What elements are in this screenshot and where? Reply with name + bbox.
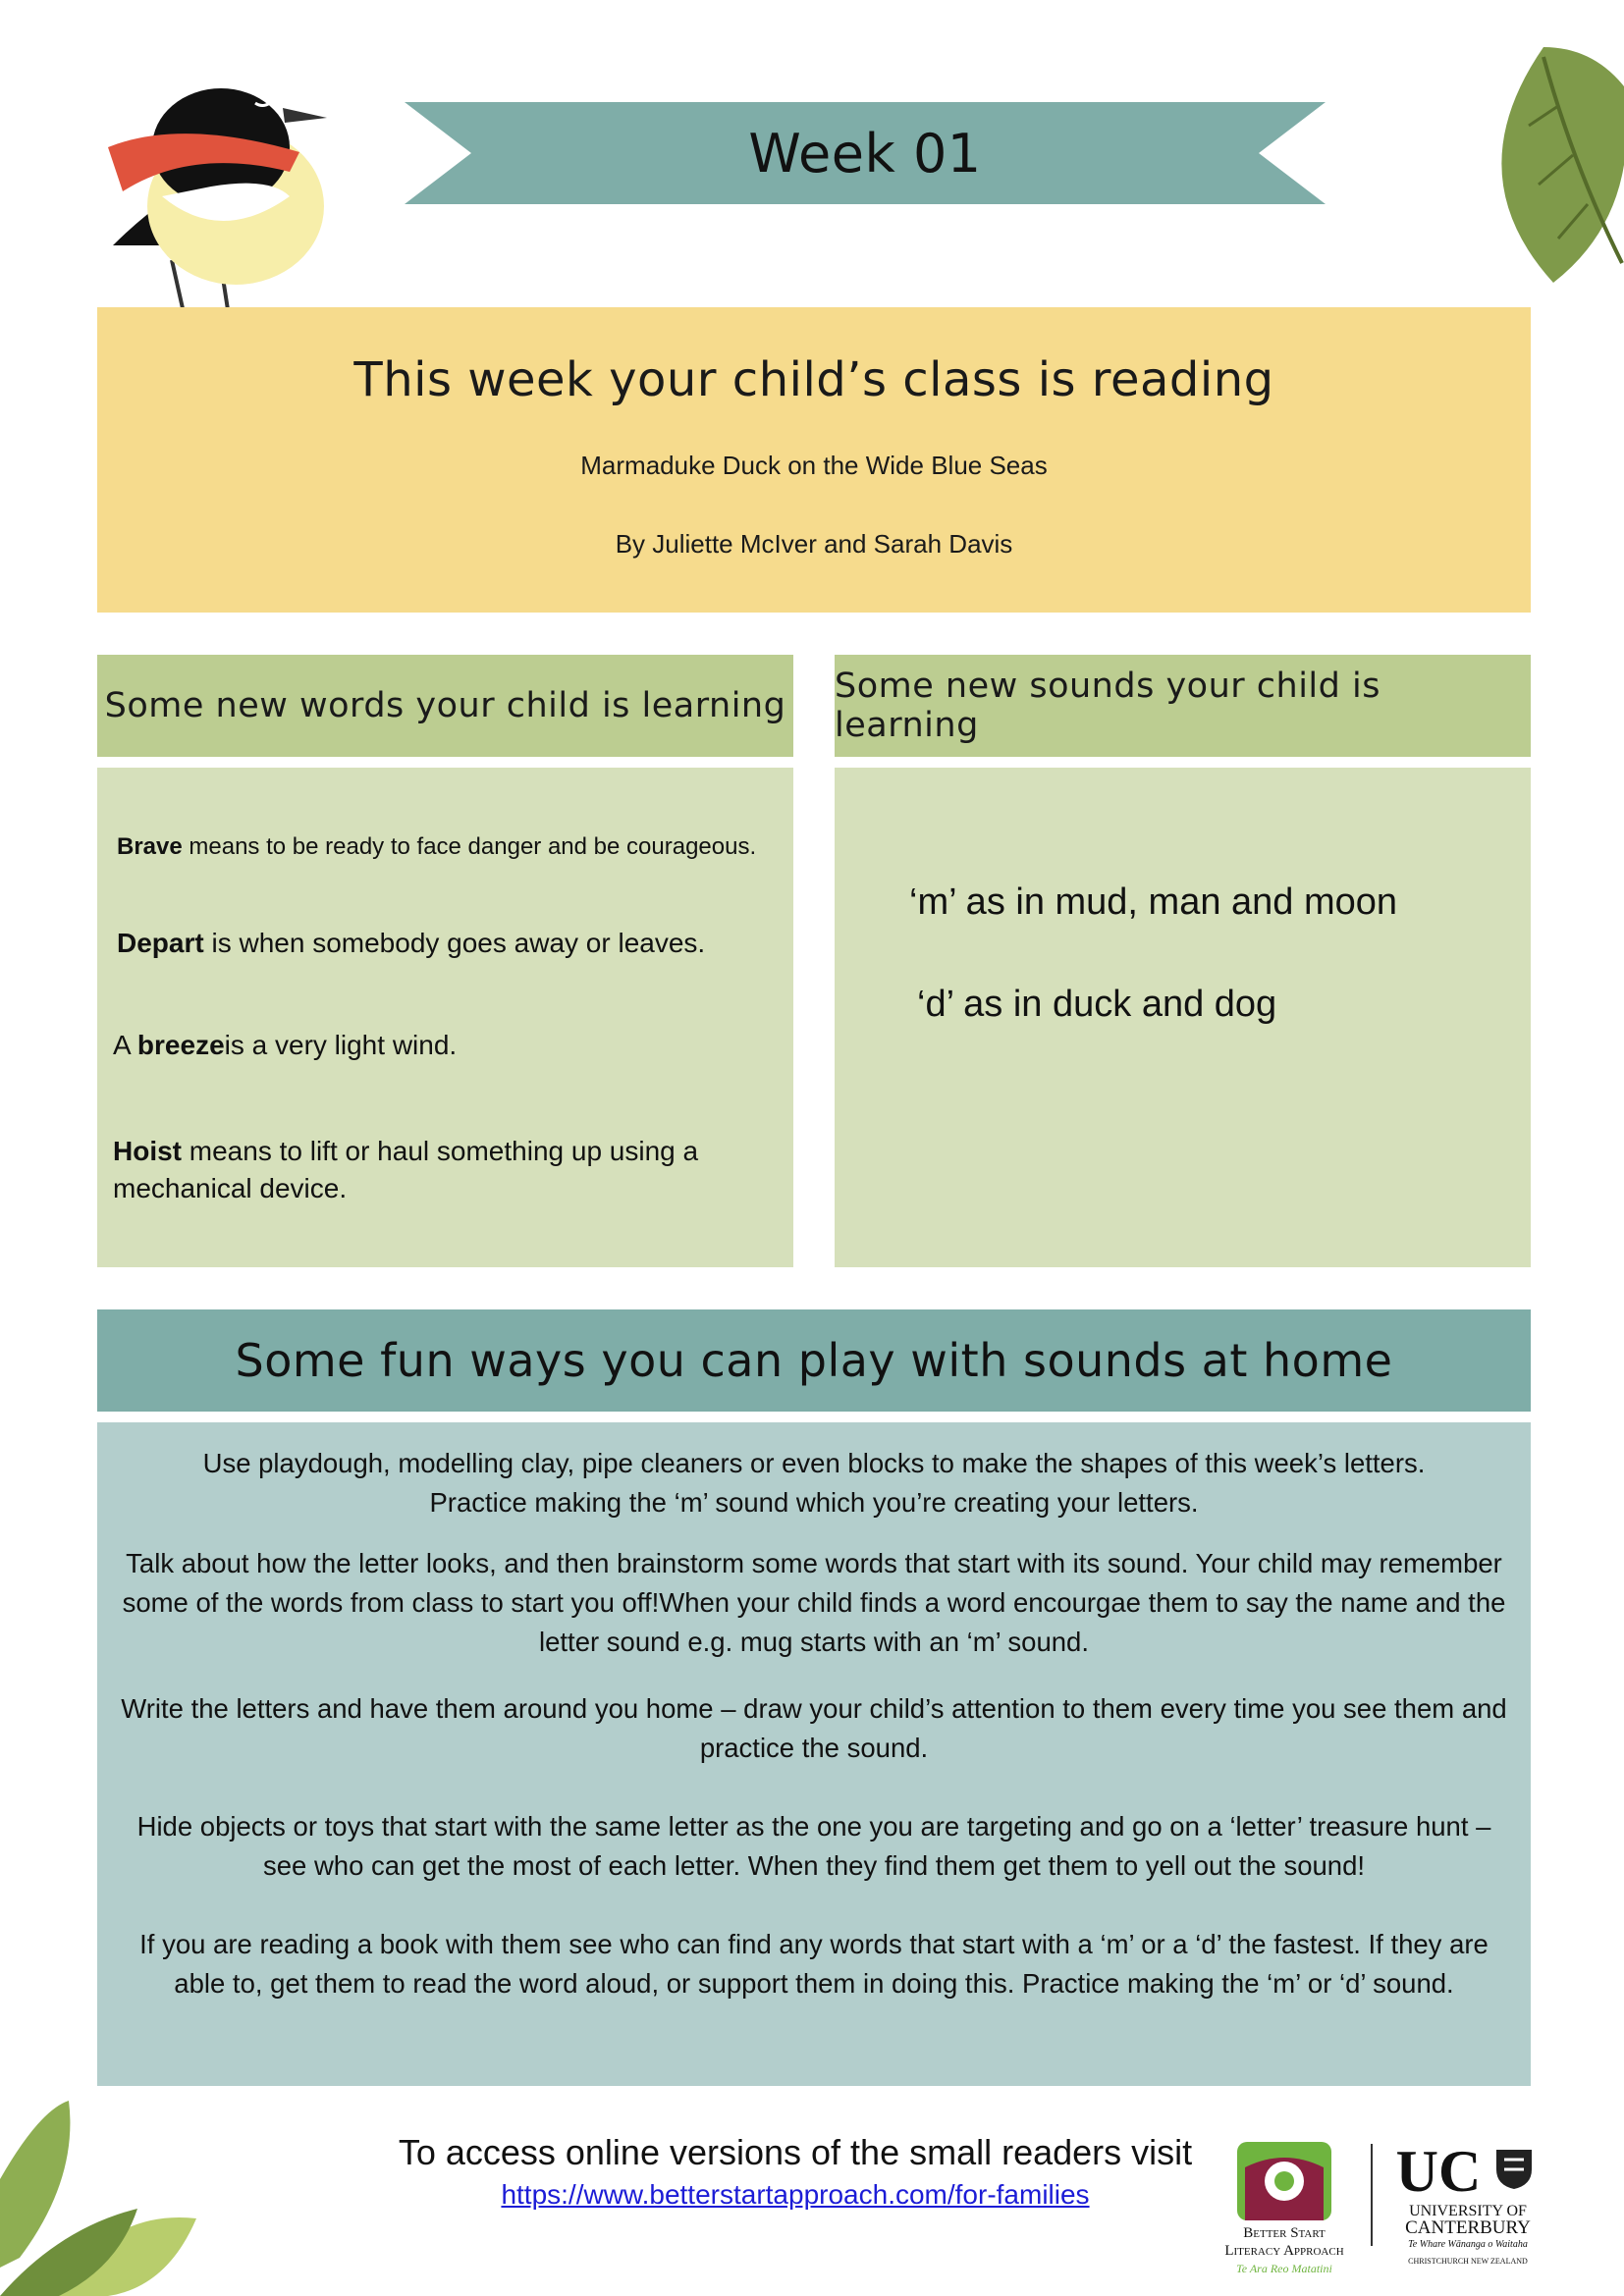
word-term: Hoist	[113, 1136, 182, 1166]
bsla-logo	[1206, 2138, 1363, 2295]
word-term: Depart	[117, 928, 204, 958]
week-banner	[405, 102, 1326, 204]
tip-item: Use playdough, modelling clay, pipe cleaners or even blocks to make the shapes of this week’s letters. Practice making the ‘m’ sound which you’re creating your letters.	[202, 1448, 1426, 1518]
uc-line4: CHRISTCHURCH NEW ZEALAND	[1408, 2257, 1528, 2266]
reading-box	[97, 307, 1531, 613]
fun-ways-heading: Some fun ways you can play with sounds at home	[97, 1309, 1531, 1412]
fun-ways-panel	[97, 1422, 1531, 2086]
bsla-line3: Te Ara Reo Matatini	[1236, 2262, 1332, 2275]
tip-item: If you are reading a book with them see who can find any words that start with a ‘m’ or a ‘d’ the fastest. If they are able to, get them to read the word aloud, or support them in doing this. Practice making the ‘m’ or ‘d’ sound.	[139, 1929, 1489, 1999]
leaf-top-right	[1485, 47, 1624, 302]
word-term: Brave	[117, 833, 183, 860]
word-item: A breezeis a very light wind.	[113, 1030, 458, 1060]
uc-mark: UC	[1395, 2139, 1482, 2204]
sound-item: ‘m’ as in mud, man and moon	[909, 881, 1398, 923]
words-heading: Some new words your child is learning	[97, 655, 793, 757]
word-item: Hoist means to lift or haul something up using a mechanical device.	[113, 1136, 699, 1203]
uc-line3: Te Whare Wānanga o Waitaha	[1408, 2239, 1528, 2250]
reading-heading: This week your child’s class is reading	[353, 352, 1274, 407]
uc-logo	[1394, 2139, 1542, 2266]
uc-line1: UNIVERSITY OF	[1409, 2203, 1527, 2219]
week-title: Week 01	[748, 122, 982, 185]
word-item: Depart is when somebody goes away or leaves.	[117, 928, 706, 958]
word-item: Brave means to be ready to face danger and be courageous.	[117, 833, 757, 860]
tip-item: Write the letters and have them around you home – draw your child’s attention to them every time you see them and practice the sound.	[121, 1693, 1507, 1763]
book-title: Marmaduke Duck on the Wide Blue Seas	[580, 451, 1048, 480]
tip-item: Talk about how the letter looks, and then brainstorm some words that start with its sound. Your child may remember some of the words from class to start you off!When your child finds a word encourgae them to say the name and the letter sound e.g. mug starts with an ‘m’ sound.	[122, 1548, 1506, 1657]
bird-illustration	[54, 49, 339, 344]
leaves-bottom-left	[0, 2101, 206, 2296]
uc-line2: CANTERBURY	[1405, 2217, 1531, 2238]
word-term: breeze	[136, 1030, 225, 1060]
sounds-panel	[835, 768, 1531, 1267]
sounds-heading: Some new sounds your child is learning	[835, 655, 1531, 757]
footer-text: To access online versions of the small readers visit	[398, 2132, 1193, 2172]
words-panel	[97, 768, 793, 1267]
tip-item: Hide objects or toys that start with the same letter as the one you are targeting and go on a ‘letter’ treasure hunt – see who can get the most of each letter. When they find them get them to yell out the sound!	[136, 1811, 1491, 1881]
sound-item: ‘d’ as in duck and dog	[917, 984, 1277, 1025]
book-author: By Juliette McIver and Sarah Davis	[615, 529, 1013, 559]
bsla-line1: Better Start	[1243, 2225, 1326, 2241]
bsla-line2: Literacy Approach	[1224, 2243, 1344, 2259]
uc-crest-icon	[1492, 2146, 1536, 2189]
readers-link[interactable]: https://www.betterstartapproach.com/for-families	[501, 2179, 1090, 2210]
logo-divider	[1371, 2144, 1373, 2246]
